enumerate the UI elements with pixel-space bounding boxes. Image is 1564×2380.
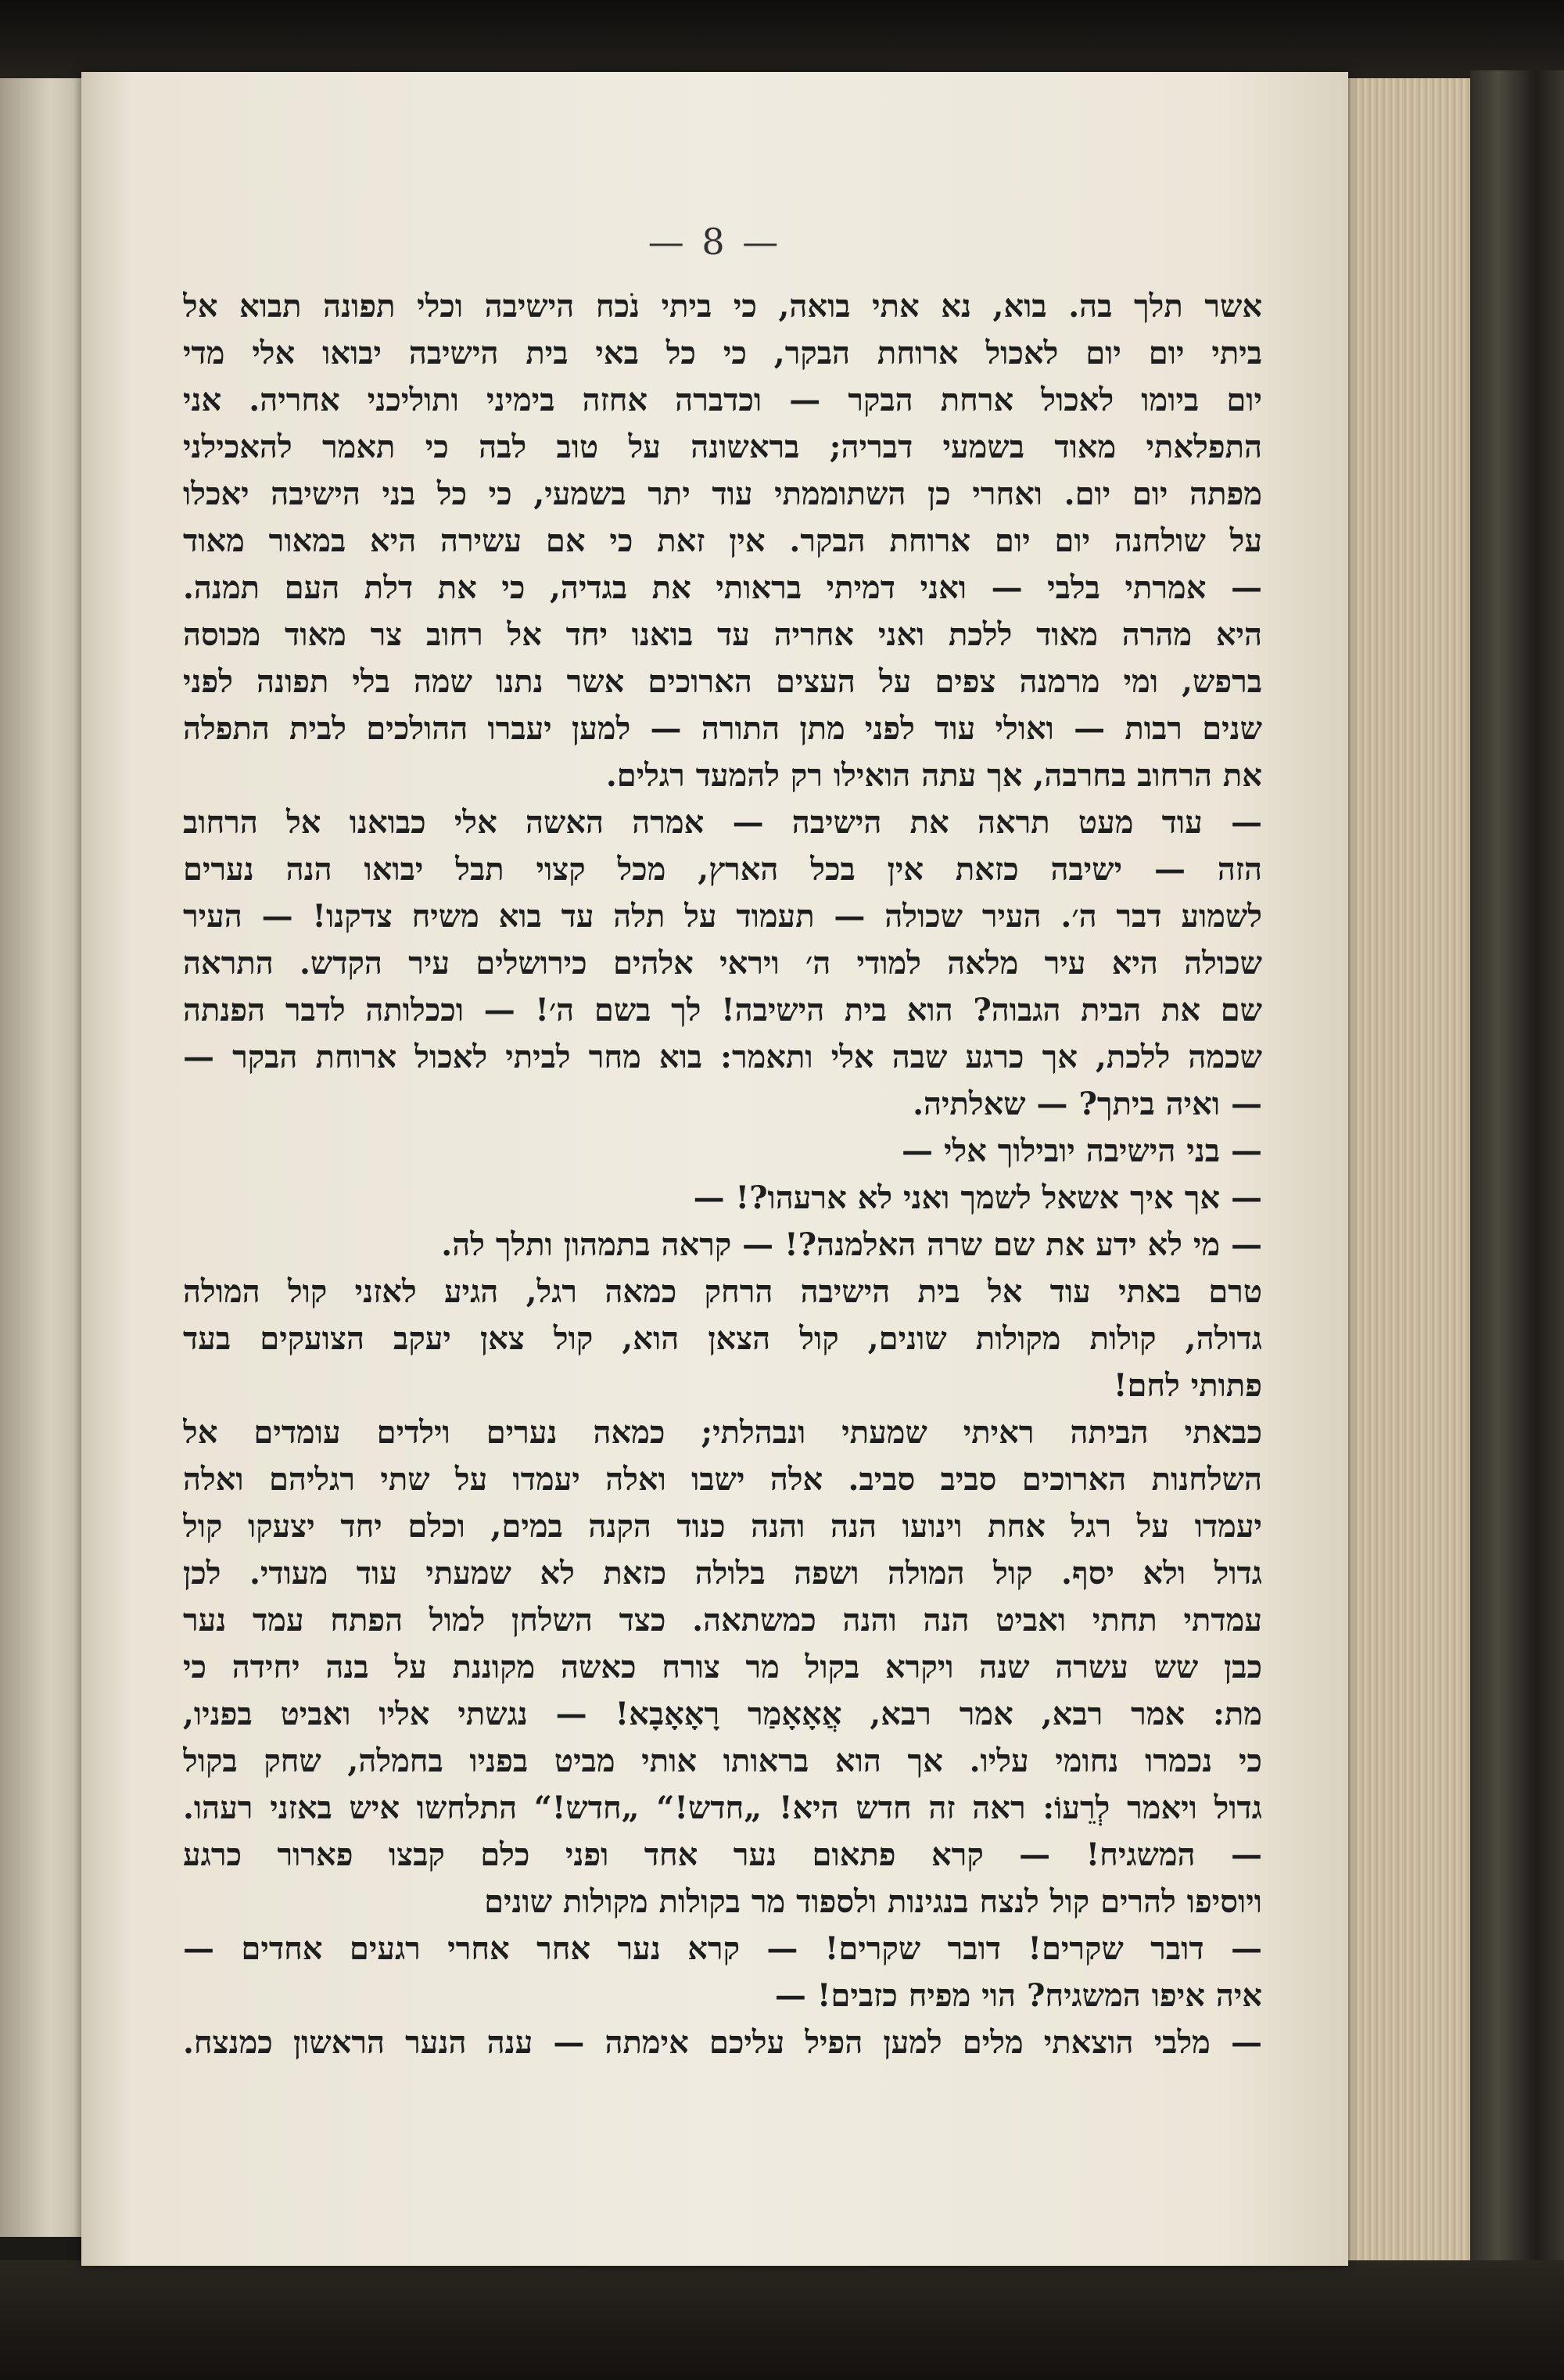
text-line: שם את הבית הגבוה? הוא בית הישיבה! לך בשם ה׳! — וככלותה לדבר הפנתה [183,992,1262,1028]
text-line: על שולחנה יום יום ארוחת הבקר. אין זאת כי אם עשירה היא במאור מאוד [183,522,1262,559]
text-line: איה איפו המשגיח? הוי מפיח כזבים! — [774,1977,1262,2014]
book-cover [1470,70,1564,2284]
text-line: — המשגיח! — קרא פתאום נער אחד ופני כלם קבצו פארור כרגע [183,1836,1262,1873]
text-line: מת: אמר רבא, אמר רבא, אֲאָאָמַר רָאָאָבָא! — נגשתי אליו ואביט בפניו, [183,1696,1262,1732]
text-line: — מי לא ידע את שם שרה האלמנה?! — קראה בתמהון ותלך לה. [441,1226,1262,1263]
page-number: — 8 — [647,221,782,263]
text-line: לשמוע דבר ה׳. העיר שכולה — תעמוד על תלה עד בוא משיח צדקנו! — העיר [183,898,1262,935]
text-line: טרם באתי עוד אל בית הישיבה הרחק כמאה רגל, הגיע לאזני קול המולה [183,1273,1262,1310]
text-line: כבאתי הביתה ראיתי שמעתי ונבהלתי; כמאה נערים וילדים עומדים אל [183,1414,1262,1451]
text-line: — בני הישיבה יובילוך אלי — [902,1133,1262,1169]
left-page-edge [0,78,87,2237]
text-line: כבן שש עשרה שנה ויקרא בקול מר צורח כאשה מקוננת על בנה יחידה כי [183,1649,1262,1685]
text-line: גדול ויאמר לְרֵעוֹ: ראה זה חדש היא! „חדש!“ „חדש!“ התלחשו איש באזני רעהו. [183,1789,1262,1826]
text-line: את הרחוב בחרבה, אך עתה הואילו רק להמעד רגלים. [605,757,1262,794]
text-line: שנים רבות — ואולי עוד לפני מתן התורה — למען יעברו ההולכים לבית התפלה [183,710,1262,747]
text-line: — אמרתי בלבי — ואני דמיתי בראותי את בגדיה, כי את דלת העם תמנה. [183,569,1262,606]
text-line: ויוסיפו להרים קול לנצח בנגינות ולספוד מר בקולות מקולות שונים [484,1883,1262,1920]
text-line: עמדתי תחתי ואביט הנה והנה כמשתאה. כצד השלחן למול הפתח עמד נער [183,1602,1262,1639]
text-line: השלחנות הארוכים סביב סביב. אלה ישבו ואלה יעמדו על שתי רגליהם ואלה [183,1461,1262,1498]
text-line: — ואיה ביתך? — שאלתיה. [913,1086,1262,1122]
text-line: — עוד מעט תראה את הישיבה — אמרה האשה אלי כבואנו אל הרחוב [183,804,1262,841]
text-line: כי נכמרו נחומי עליו. אך הוא בראותו אותי מביט בפניו בחמלה, שחק בקול [183,1743,1262,1779]
page-text [183,283,1262,2066]
text-line: יעמדו על רגל אחת וינועו הנה והנה כנוד הקנה במים, וכלם יחד יצעקו קול [183,1508,1262,1545]
text-line: הזה — ישיבה כזאת אין בכל הארץ, מכל קצוי תבל יבואו הנה נערים [183,851,1262,888]
text-line: מפתה יום יום. ואחרי כן השתוממתי עוד יתר בשמעי, כי כל בני הישיבה יאכלו [183,476,1262,512]
text-line: — דובר שקרים! דובר שקרים! — קרא נער אחר אחרי רגעים אחדים — [183,1930,1262,1967]
book-page [81,72,1348,2266]
text-line: שכולה היא עיר מלאה למודי ה׳ ויראי אלהים כירושלים עיר הקדש. התראה [183,945,1262,982]
text-line: פתותי לחם! [1113,1367,1262,1404]
text-line: ברפש, ומי מרמנה צפים על העצים הארוכים אשר נתנו שמה בלי תפונה לפני [183,663,1262,700]
text-line: היא מהרה מאוד ללכת ואני אחריה עד בואנו יחד אל רחוב צר מאוד מכוסה [183,616,1262,653]
page-edges [1347,78,1484,2260]
text-line: גדולה, קולות מקולות שונים, קול הצאן הוא, קול צאן יעקב הצועקים בעד [183,1320,1262,1357]
text-line: גדול ולא יסף. קול המולה ושפה בלולה כזאת לא שמעתי עוד מעודי. לכן [183,1555,1262,1592]
text-line: שכמה ללכת, אך כרגע שבה אלי ותאמר: בוא מחר לביתי לאכול ארוחת הבקר — [183,1039,1262,1075]
text-line: התפלאתי מאוד בשמעי דבריה; בראשונה על טוב לבה כי תאמר להאכילני [183,429,1262,465]
background-bottom [0,2260,1564,2380]
text-line: — אך איך אשאל לשמך ואני לא ארעהו?! — [693,1179,1262,1216]
text-line: יום ביומו לאכול ארחת הבקר — וכדברה אחזה בימיני ותוליכני אחריה. אני [183,382,1262,418]
text-line: — מלבי הוצאתי מלים למען הפיל עליכם אימתה — ענה הנער הראשון כמנצח. [183,2024,1262,2061]
text-line: ביתי יום יום לאכול ארוחת הבקר, כי כל באי בית הישיבה יבואו אלי מדי [183,335,1262,372]
text-line: אשר תלך בה. בוא, נא אתי בואה, כי ביתי נֹכח הישיבה וכלי תפונה תבוא אל [183,288,1262,325]
